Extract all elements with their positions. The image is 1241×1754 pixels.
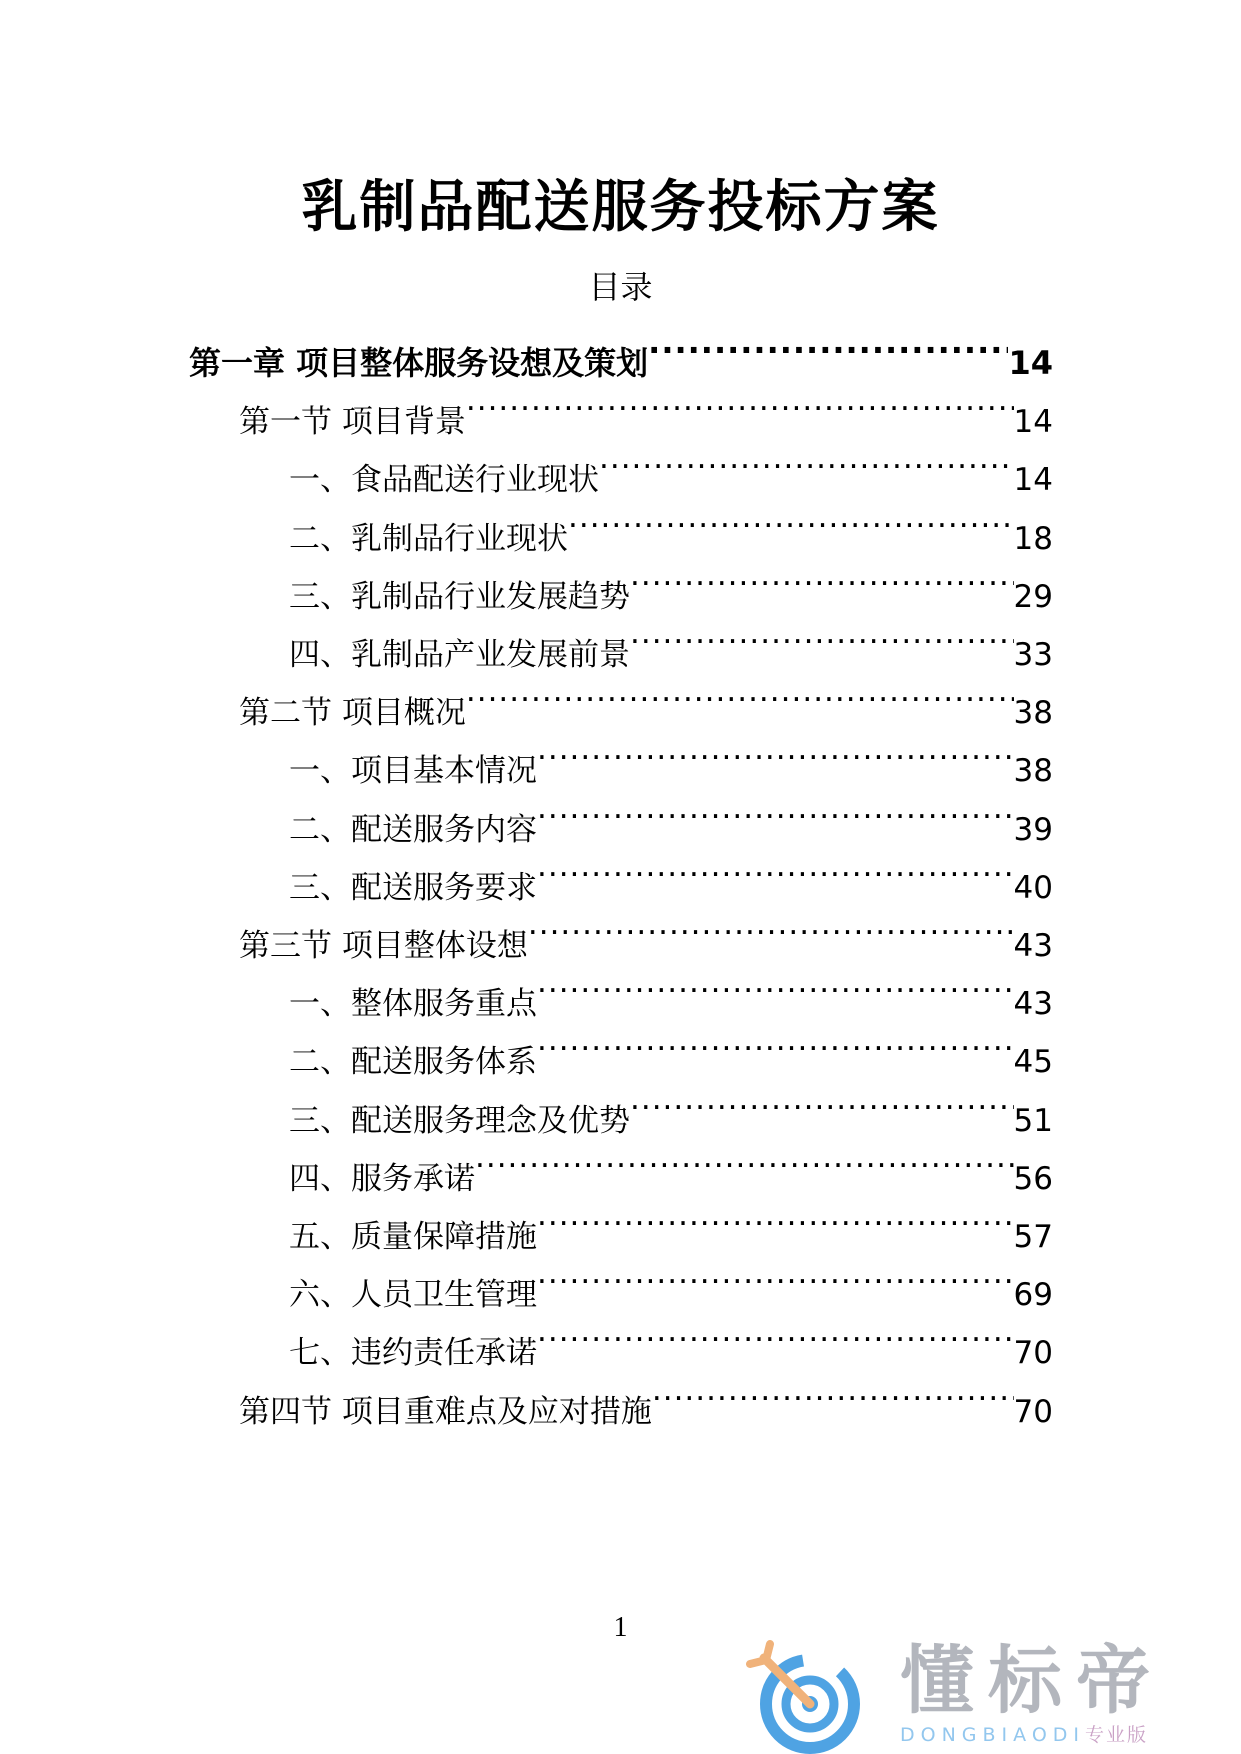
- toc-dot-leader: [537, 717, 1014, 781]
- toc-entry[interactable]: [289, 1299, 1053, 1372]
- watermark-logo: [740, 1634, 1220, 1749]
- target-arrow-icon: [740, 1634, 880, 1754]
- toc-entry[interactable]: [189, 310, 1053, 382]
- toc-entry-page: 38: [1013, 695, 1053, 732]
- toc-entry[interactable]: [239, 368, 1053, 441]
- watermark-subtitle: [900, 1724, 1148, 1746]
- toc-entry-page: 33: [1013, 637, 1053, 673]
- toc-entry-page: 43: [1013, 928, 1053, 964]
- toc-entry-page: 70: [1013, 1335, 1053, 1372]
- toc-entry-label: 三、配送服务要求: [289, 869, 537, 906]
- toc-entry-label: 七、违约责任承诺: [289, 1335, 537, 1372]
- toc-dot-leader: [537, 834, 1014, 898]
- toc-entry-label: 五、质量保障措施: [289, 1219, 537, 1255]
- toc-entry-page: 14: [1013, 462, 1053, 499]
- watermark-edition: 专业版: [1085, 1724, 1149, 1746]
- toc-entry-label: 一、食品配送行业现状: [289, 462, 599, 499]
- toc-entry[interactable]: [289, 1241, 1053, 1314]
- toc-entry-label: 二、乳制品行业现状: [289, 520, 568, 557]
- toc-entry-label: 第二节 项目概况: [239, 695, 466, 732]
- toc-dot-leader: [630, 543, 1014, 607]
- toc-dot-leader: [568, 485, 1014, 549]
- document-title: 乳制品配送服务投标方案: [301, 175, 940, 240]
- toc-entry[interactable]: [239, 1358, 1053, 1430]
- toc-dot-leader: [537, 1183, 1014, 1247]
- toc-entry[interactable]: [289, 543, 1053, 615]
- toc-entry[interactable]: [289, 834, 1053, 906]
- toc-entry[interactable]: [289, 426, 1053, 499]
- toc-entry[interactable]: [289, 717, 1053, 790]
- toc-entry[interactable]: [289, 950, 1053, 1023]
- toc-entry-page: 39: [1013, 811, 1053, 848]
- toc-entry-page: 14: [1008, 344, 1053, 382]
- toc-entry-page: 43: [1013, 986, 1053, 1023]
- page-number: 1: [613, 1612, 628, 1643]
- toc-entry-label: 三、乳制品行业发展趋势: [289, 578, 630, 615]
- toc-entry[interactable]: [289, 1008, 1053, 1081]
- toc-dot-leader: [537, 776, 1014, 840]
- toc-entry-page: 14: [1013, 404, 1053, 441]
- toc-entry-page: 51: [1013, 1102, 1053, 1139]
- toc-entry-page: 56: [1013, 1160, 1053, 1197]
- toc-entry-label: 二、配送服务内容: [289, 811, 537, 848]
- toc-entry[interactable]: [289, 776, 1053, 848]
- toc-entry-label: 第一章 项目整体服务设想及策划: [189, 344, 649, 382]
- toc-dot-leader: [475, 1125, 1014, 1189]
- toc-entry[interactable]: [239, 892, 1053, 964]
- toc-dot-leader: [652, 1358, 1014, 1422]
- toc-entry-label: 三、配送服务理念及优势: [289, 1102, 630, 1139]
- toc-dot-leader: [599, 426, 1014, 490]
- toc-entry[interactable]: [289, 1067, 1053, 1139]
- toc-dot-leader: [630, 1067, 1014, 1131]
- toc-entry-label: 第三节 项目整体设想: [239, 928, 528, 964]
- toc-entry-page: 57: [1013, 1219, 1053, 1255]
- toc-entry-label: 第一节 项目背景: [239, 404, 466, 441]
- toc-entry-page: 18: [1013, 520, 1053, 557]
- toc-entry[interactable]: [289, 1183, 1053, 1255]
- watermark-brand: 懂标帝: [900, 1638, 1164, 1724]
- toc-entry-page: 70: [1013, 1393, 1053, 1430]
- toc-entry-page: 38: [1013, 753, 1053, 790]
- toc-dot-leader: [537, 950, 1014, 1014]
- toc-entry-label: 六、人员卫生管理: [289, 1277, 537, 1314]
- toc-entry-label: 二、配送服务体系: [289, 1044, 537, 1081]
- toc-entry[interactable]: [289, 485, 1053, 557]
- toc-dot-leader: [648, 310, 1008, 374]
- toc-dot-leader: [537, 1008, 1014, 1072]
- toc-entry-label: 四、乳制品产业发展前景: [289, 637, 630, 673]
- toc-entry-label: 一、项目基本情况: [289, 753, 537, 790]
- toc-entry-page: 69: [1013, 1277, 1053, 1314]
- toc-dot-leader: [466, 368, 1014, 432]
- toc-entry[interactable]: [289, 601, 1053, 673]
- toc-entry-label: 一、整体服务重点: [289, 986, 537, 1023]
- toc-dot-leader: [537, 1241, 1014, 1305]
- toc-dot-leader: [528, 892, 1014, 956]
- toc-dot-leader: [630, 601, 1014, 665]
- toc-entry-page: 40: [1013, 869, 1053, 906]
- toc-entry[interactable]: [289, 1125, 1053, 1197]
- toc-entry[interactable]: [239, 659, 1053, 732]
- toc-entry-page: 45: [1013, 1044, 1053, 1081]
- toc-heading: 目录: [588, 268, 653, 306]
- toc-dot-leader: [537, 1299, 1014, 1363]
- toc-entry-page: 29: [1013, 578, 1053, 615]
- toc-entry-label: 四、服务承诺: [289, 1160, 475, 1197]
- toc-dot-leader: [466, 659, 1014, 723]
- toc-entry-label: 第四节 项目重难点及应对措施: [239, 1393, 652, 1430]
- watermark-romanized: DONGBIAODI: [900, 1724, 1086, 1746]
